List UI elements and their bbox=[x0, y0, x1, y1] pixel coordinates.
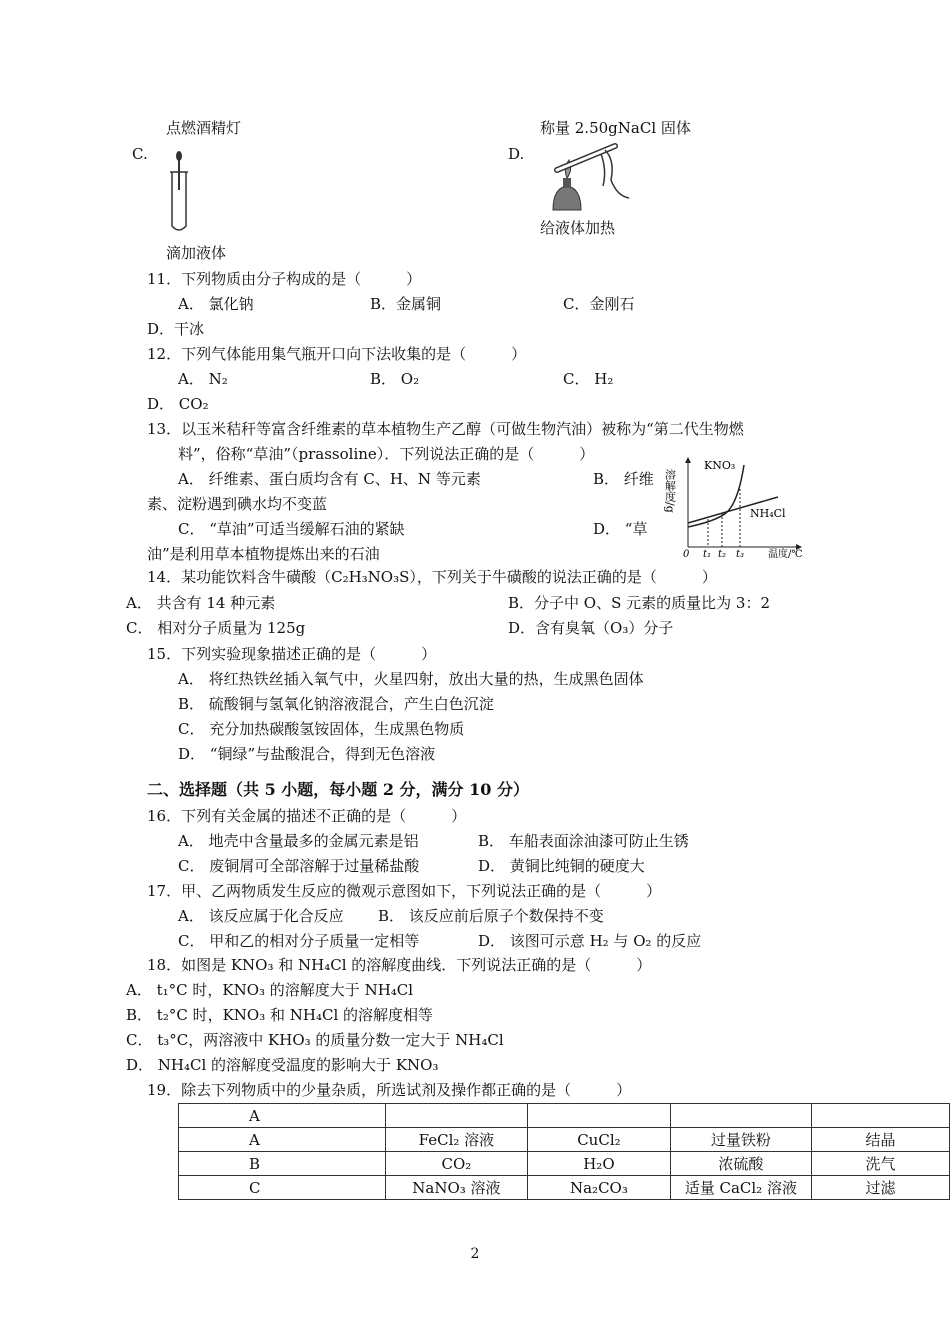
q19-stem: 19．除去下列物质中的少量杂质，所选试剂及操作都正确的是（ ） bbox=[147, 1081, 632, 1099]
table-cell: Na₂CO₃ bbox=[528, 1176, 671, 1200]
q16-option-b: B． 车船表面涂油漆可防止生锈 bbox=[478, 832, 689, 850]
q14-stem: 14．某功能饮料含牛磺酸（C₂H₃NO₃S），下列关于牛磺酸的说法正确的是（ ） bbox=[147, 568, 717, 586]
chart-ylabel: 溶解度/g bbox=[663, 469, 677, 513]
q15-stem: 15．下列实验现象描述正确的是（ ） bbox=[147, 645, 437, 663]
q13-stem-line1: 13．以玉米秸秆等富含纤维素的草本植物生产乙醇（可做生物汽油）被称为“第二代生物燃 bbox=[147, 420, 744, 438]
table-row bbox=[179, 1104, 950, 1128]
y-axis-arrow bbox=[685, 457, 691, 463]
q16-option-a: A． 地壳中含量最多的金属元素是铝 bbox=[178, 832, 419, 850]
q13-option-c: C． “草油”可适当缓解石油的紧缺 bbox=[178, 520, 405, 538]
page-number: 2 bbox=[470, 1246, 480, 1262]
table-cell: 结晶 bbox=[811, 1128, 949, 1152]
table-cell bbox=[811, 1104, 949, 1128]
table-cell: 浓硫酸 bbox=[670, 1152, 811, 1176]
table-cell: C bbox=[179, 1176, 386, 1200]
table-cell: A bbox=[179, 1104, 386, 1128]
q13-option-a: A． 纤维素、蛋白质均含有 C、H、N 等元素 bbox=[178, 470, 481, 488]
table-cell bbox=[385, 1104, 527, 1128]
q12-option-b: B． O₂ bbox=[370, 370, 420, 388]
q12-stem: 12．下列气体能用集气瓶开口向下法收集的是（ ） bbox=[147, 345, 527, 363]
dropper-test-tube-image bbox=[168, 150, 190, 234]
option-d-caption-top: 称量 2.50gNaCl 固体 bbox=[540, 119, 691, 137]
chart-origin: 0 bbox=[683, 549, 690, 560]
q17-option-d: D． 该图可示意 H₂ 与 O₂ 的反应 bbox=[478, 932, 702, 950]
table-cell: 过滤 bbox=[811, 1176, 949, 1200]
option-c-label: C. bbox=[132, 145, 148, 163]
table-cell: 过量铁粉 bbox=[670, 1128, 811, 1152]
q14-option-a: A． 共含有 14 种元素 bbox=[126, 594, 276, 612]
q18-option-c: C． t₃°C，两溶液中 KHO₃ 的质量分数一定大于 NH₄Cl bbox=[126, 1031, 504, 1049]
q15-option-d: D． “铜绿”与盐酸混合，得到无色溶液 bbox=[178, 745, 436, 763]
series-label-nh4cl: NH₄Cl bbox=[750, 507, 786, 520]
tick-t2: t₂ bbox=[718, 549, 727, 560]
option-c-caption-bottom: 滴加液体 bbox=[166, 244, 227, 262]
q13-stem-line2: 料”，俗称“草油”（prassoline）．下列说法正确的是（ ） bbox=[178, 445, 595, 463]
q18-option-d: D． NH₄Cl 的溶解度受温度的影响大于 KNO₃ bbox=[126, 1056, 439, 1074]
q13-option-b-part1: B． 纤维 bbox=[593, 470, 654, 488]
q17-option-c: C． 甲和乙的相对分子质量一定相等 bbox=[178, 932, 420, 950]
q12-option-d: D． CO₂ bbox=[147, 395, 209, 413]
table-cell bbox=[670, 1104, 811, 1128]
chart-xlabel: 温度/℃ bbox=[768, 549, 803, 560]
q16-stem: 16．下列有关金属的描述不正确的是（ ） bbox=[147, 807, 467, 825]
q16-option-d: D． 黄铜比纯铜的硬度大 bbox=[478, 857, 645, 875]
table-cell: CuCl₂ bbox=[528, 1128, 671, 1152]
section-2-title: 二、选择题（共 5 小题，每小题 2 分，满分 10 分） bbox=[147, 780, 529, 799]
tick-t3: t₃ bbox=[736, 549, 745, 560]
table-row bbox=[179, 1152, 950, 1176]
q15-option-c: C． 充分加热碳酸氢铵固体，生成黑色物质 bbox=[178, 720, 465, 738]
series-label-kno3: KNO₃ bbox=[704, 459, 736, 472]
q11-option-d: D．干冰 bbox=[147, 320, 205, 338]
q15-option-b: B． 硫酸铜与氢氧化钠溶液混合，产生白色沉淀 bbox=[178, 695, 494, 713]
q11-option-c: C．金刚石 bbox=[563, 295, 635, 313]
table-cell: B bbox=[179, 1152, 386, 1176]
heating-liquid-image bbox=[545, 140, 635, 212]
q15-option-a: A． 将红热铁丝插入氧气中，火星四射，放出大量的热，生成黑色固体 bbox=[178, 670, 644, 688]
table-cell: CO₂ bbox=[385, 1152, 527, 1176]
q17-stem: 17．甲、乙两物质发生反应的微观示意图如下，下列说法正确的是（ ） bbox=[147, 882, 662, 900]
q18-stem: 18．如图是 KNO₃ 和 NH₄Cl 的溶解度曲线．下列说法正确的是（ ） bbox=[147, 956, 652, 974]
q12-option-a: A． N₂ bbox=[178, 370, 228, 388]
option-d-label: D. bbox=[508, 145, 525, 163]
table-row bbox=[179, 1176, 950, 1200]
kno3-curve bbox=[688, 465, 744, 527]
table-cell: 适量 CaCl₂ 溶液 bbox=[670, 1176, 811, 1200]
q13-option-b-part2: 素、淀粉遇到碘水均不变蓝 bbox=[147, 495, 328, 513]
tick-t1: t₁ bbox=[703, 549, 712, 560]
q11-stem: 11．下列物质由分子构成的是（ ） bbox=[147, 270, 422, 288]
table-cell: NaNO₃ 溶液 bbox=[385, 1176, 527, 1200]
q19-table bbox=[178, 1103, 950, 1200]
table-cell: FeCl₂ 溶液 bbox=[385, 1128, 527, 1152]
table-row bbox=[179, 1128, 950, 1152]
q18-option-b: B． t₂°C 时，KNO₃ 和 NH₄Cl 的溶解度相等 bbox=[126, 1006, 434, 1024]
q18-option-a: A． t₁°C 时，KNO₃ 的溶解度大于 NH₄Cl bbox=[126, 981, 414, 999]
q14-option-b: B．分子中 O、S 元素的质量比为 3：2 bbox=[508, 594, 770, 612]
q11-option-a: A． 氯化钠 bbox=[178, 295, 254, 313]
table-cell: H₂O bbox=[528, 1152, 671, 1176]
q11-option-b: B．金属铜 bbox=[370, 295, 442, 313]
q14-option-c: C． 相对分子质量为 125g bbox=[126, 619, 306, 637]
q13-option-d-part2: 油”是利用草本植物提炼出来的石油 bbox=[147, 545, 380, 563]
table-cell bbox=[528, 1104, 671, 1128]
option-d-caption-bottom: 给液体加热 bbox=[540, 219, 616, 237]
q16-option-c: C． 废铜屑可全部溶解于过量稀盐酸 bbox=[178, 857, 420, 875]
q13-option-d-part1: D． “草 bbox=[593, 520, 648, 538]
table-cell: A bbox=[179, 1128, 386, 1152]
q17-option-b: B． 该反应前后原子个数保持不变 bbox=[378, 907, 604, 925]
q14-option-d: D．含有臭氧（O₃）分子 bbox=[508, 619, 674, 637]
q12-option-c: C． H₂ bbox=[563, 370, 614, 388]
solubility-curve-chart bbox=[663, 455, 818, 560]
table-cell: 洗气 bbox=[811, 1152, 949, 1176]
q17-option-a: A． 该反应属于化合反应 bbox=[178, 907, 344, 925]
option-c-caption-top: 点燃酒精灯 bbox=[166, 119, 242, 137]
